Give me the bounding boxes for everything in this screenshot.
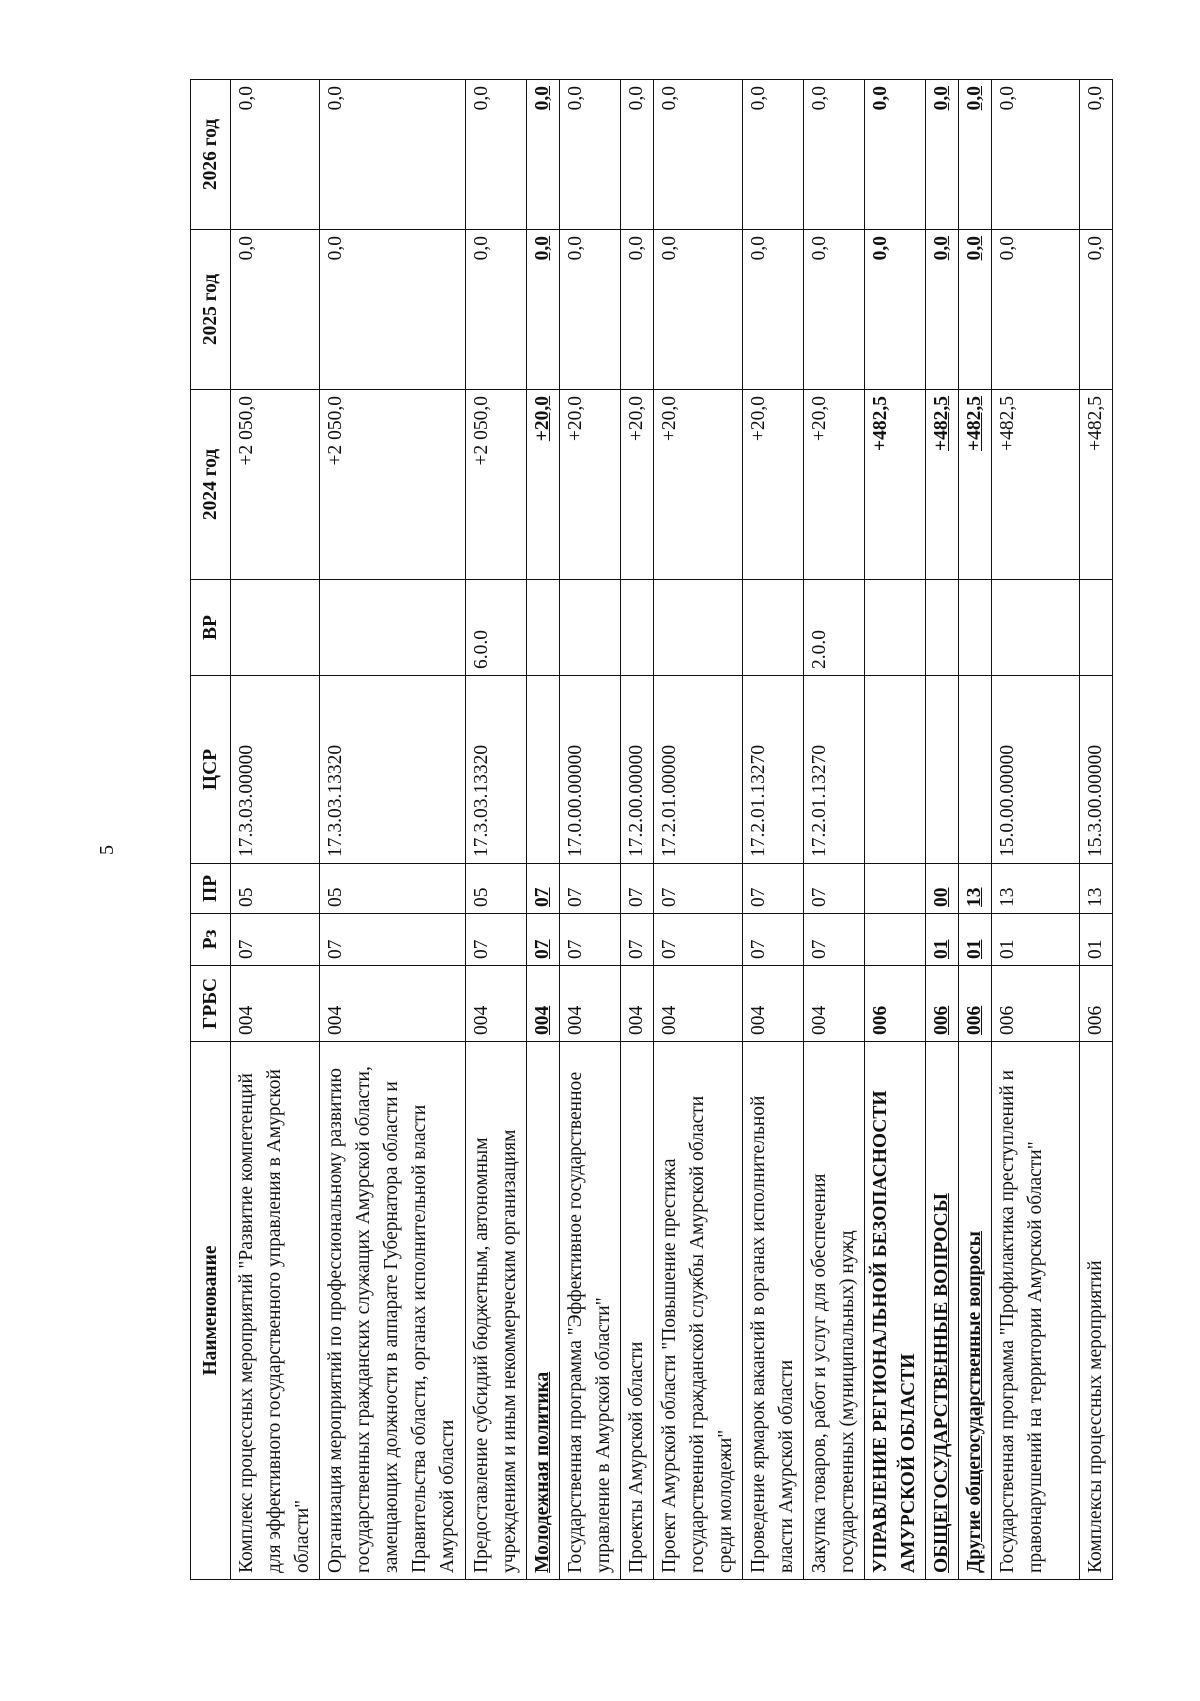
- cell-csr: 15.3.00.00000: [1080, 676, 1113, 864]
- cell-2025: [926, 230, 959, 390]
- table-row: [926, 80, 959, 1580]
- cell-2025: 0,0: [1080, 230, 1113, 390]
- cell-pr: 07: [804, 864, 865, 914]
- cell-rz: [527, 914, 560, 966]
- header-2024: 2024 год: [191, 390, 231, 580]
- cell-pr: 13: [992, 864, 1080, 914]
- cell-name: Организация мероприятий по профессиональному развитию государственных гражданских служащих Амурской области, замещающих должности в аппарате Губернатора области и Правительства области, органах исполнительной власти Амурской области: [320, 1042, 466, 1580]
- cell-vr: 6.0.0: [466, 580, 527, 676]
- cell-pr: 07: [621, 864, 654, 914]
- cell-2025: [527, 230, 560, 390]
- cell-name: Государственная программа "Эффективное государственное управление в Амурской области": [560, 1042, 621, 1580]
- table-row: [959, 80, 992, 1580]
- cell-pr: [865, 864, 926, 914]
- cell-csr: [527, 676, 560, 864]
- cell-pr: [959, 864, 992, 914]
- cell-pr: [926, 864, 959, 914]
- table-row: [527, 80, 560, 1580]
- cell-grbs: [527, 966, 560, 1042]
- header-row: [191, 80, 231, 1580]
- cell-csr: [959, 676, 992, 864]
- cell-csr: 17.3.03.00000: [231, 676, 320, 864]
- cell-pr-text: 00: [931, 887, 952, 907]
- cell-vr: [1080, 580, 1113, 676]
- cell-pr: 13: [1080, 864, 1113, 914]
- cell-pr: 05: [466, 864, 527, 914]
- cell-2026-text: 0,0: [964, 86, 985, 111]
- cell-name: [926, 1042, 959, 1580]
- cell-2025: 0,0: [654, 230, 743, 390]
- cell-vr: [743, 580, 804, 676]
- header-vr: ВР: [191, 580, 231, 676]
- table-row: [1080, 80, 1113, 1580]
- cell-2025: 0,0: [743, 230, 804, 390]
- cell-csr: 17.2.01.13270: [743, 676, 804, 864]
- cell-2026: 0,0: [320, 80, 466, 230]
- cell-pr: 05: [231, 864, 320, 914]
- cell-vr: [231, 580, 320, 676]
- cell-2024: +2 050,0: [231, 390, 320, 580]
- cell-2025: 0,0: [865, 230, 926, 390]
- cell-rz: 01: [992, 914, 1080, 966]
- cell-2024: +20,0: [621, 390, 654, 580]
- cell-2024: +20,0: [560, 390, 621, 580]
- cell-vr: [959, 580, 992, 676]
- cell-grbs: 006: [865, 966, 926, 1042]
- cell-2026: 0,0: [621, 80, 654, 230]
- cell-2025: [959, 230, 992, 390]
- cell-2024: [527, 390, 560, 580]
- table-row: [743, 80, 804, 1580]
- header-rz: Рз: [191, 914, 231, 966]
- cell-2026: [959, 80, 992, 230]
- cell-rz-text: 01: [964, 939, 985, 959]
- cell-vr: [621, 580, 654, 676]
- table-row: [231, 80, 320, 1580]
- cell-2025: 0,0: [560, 230, 621, 390]
- cell-2026-text: 0,0: [532, 86, 553, 111]
- cell-2026: 0,0: [992, 80, 1080, 230]
- cell-name: [527, 1042, 560, 1580]
- table-row: [865, 80, 926, 1580]
- cell-vr: [320, 580, 466, 676]
- header-pr: ПР: [191, 864, 231, 914]
- header-csr: ЦСР: [191, 676, 231, 864]
- cell-grbs: 004: [621, 966, 654, 1042]
- cell-2024: +20,0: [743, 390, 804, 580]
- cell-2026: 0,0: [804, 80, 865, 230]
- table-row: [654, 80, 743, 1580]
- header-name: Наименование: [191, 1042, 231, 1580]
- cell-name: Проект Амурской области "Повышение престижа государственной гражданской службы Амурской области среди молодежи": [654, 1042, 743, 1580]
- cell-2025: 0,0: [621, 230, 654, 390]
- cell-csr: 17.2.00.00000: [621, 676, 654, 864]
- cell-2026: [527, 80, 560, 230]
- rotated-table-container: [190, 80, 1106, 1580]
- cell-rz: 07: [621, 914, 654, 966]
- cell-2024: [926, 390, 959, 580]
- cell-2025: 0,0: [320, 230, 466, 390]
- cell-2024: +482,5: [992, 390, 1080, 580]
- cell-pr: 07: [743, 864, 804, 914]
- cell-name: Комплекс процессных мероприятий "Развитие компетенций для эффективного государственного управления в Амурской области": [231, 1042, 320, 1580]
- cell-2026: 0,0: [654, 80, 743, 230]
- cell-2024: +2 050,0: [466, 390, 527, 580]
- cell-2024: [959, 390, 992, 580]
- cell-2025-text: 0,0: [931, 236, 952, 261]
- cell-csr: [926, 676, 959, 864]
- cell-vr: 2.0.0: [804, 580, 865, 676]
- cell-pr: 07: [654, 864, 743, 914]
- cell-grbs: 006: [1080, 966, 1113, 1042]
- cell-vr: [527, 580, 560, 676]
- cell-2024: +482,5: [1080, 390, 1113, 580]
- cell-rz: 07: [654, 914, 743, 966]
- cell-2024-text: +482,5: [964, 396, 985, 451]
- cell-pr-text: 13: [964, 887, 985, 907]
- cell-name-text: ОБЩЕГОСУДАРСТВЕННЫЕ ВОПРОСЫ: [931, 1193, 952, 1573]
- header-2025: 2025 год: [191, 230, 231, 390]
- cell-grbs: [926, 966, 959, 1042]
- cell-name: [959, 1042, 992, 1580]
- cell-rz: 07: [320, 914, 466, 966]
- cell-name: Комплексы процессных мероприятий: [1080, 1042, 1113, 1580]
- cell-2026-text: 0,0: [931, 86, 952, 111]
- cell-name-text: Другие общегосударственные вопросы: [964, 1231, 985, 1573]
- cell-grbs: 004: [560, 966, 621, 1042]
- cell-name: УПРАВЛЕНИЕ РЕГИОНАЛЬНОЙ БЕЗОПАСНОСТИ АМУРСКОЙ ОБЛАСТИ: [865, 1042, 926, 1580]
- cell-name-text: Молодежная политика: [532, 1371, 553, 1573]
- cell-vr: [926, 580, 959, 676]
- cell-name: Закупка товаров, работ и услуг для обеспечения государственных (муниципальных) нужд: [804, 1042, 865, 1580]
- cell-2026: 0,0: [1080, 80, 1113, 230]
- cell-grbs: 006: [992, 966, 1080, 1042]
- cell-rz: [959, 914, 992, 966]
- cell-2025: 0,0: [992, 230, 1080, 390]
- cell-grbs: 004: [231, 966, 320, 1042]
- cell-vr: [560, 580, 621, 676]
- cell-grbs-text: 006: [931, 1005, 952, 1035]
- cell-name: Проекты Амурской области: [621, 1042, 654, 1580]
- cell-rz: 07: [743, 914, 804, 966]
- cell-rz: [865, 914, 926, 966]
- cell-name: Проведение ярмарок вакансий в органах исполнительной власти Амурской области: [743, 1042, 804, 1580]
- cell-2026: 0,0: [865, 80, 926, 230]
- cell-vr: [992, 580, 1080, 676]
- cell-grbs: [959, 966, 992, 1042]
- cell-2025: 0,0: [231, 230, 320, 390]
- cell-grbs: 004: [320, 966, 466, 1042]
- cell-2026: 0,0: [743, 80, 804, 230]
- header-grbs: ГРБС: [191, 966, 231, 1042]
- cell-pr-text: 07: [532, 887, 553, 907]
- cell-rz: 07: [560, 914, 621, 966]
- cell-vr: [654, 580, 743, 676]
- table-row: [621, 80, 654, 1580]
- cell-pr: [527, 864, 560, 914]
- cell-2024: +482,5: [865, 390, 926, 580]
- cell-2024-text: +482,5: [931, 396, 952, 451]
- cell-csr: 17.2.01.13270: [804, 676, 865, 864]
- cell-pr: 05: [320, 864, 466, 914]
- cell-grbs: 004: [804, 966, 865, 1042]
- cell-2025-text: 0,0: [532, 236, 553, 261]
- cell-name: Предоставление субсидий бюджетным, автономным учреждениям и иным некоммерческим организациям: [466, 1042, 527, 1580]
- cell-grbs-text: 004: [532, 1005, 553, 1035]
- table-row: [804, 80, 865, 1580]
- page-number: 5: [96, 845, 118, 855]
- cell-2026: [926, 80, 959, 230]
- cell-2024: +2 050,0: [320, 390, 466, 580]
- cell-grbs: 004: [654, 966, 743, 1042]
- header-2026: 2026 год: [191, 80, 231, 230]
- cell-2025: 0,0: [804, 230, 865, 390]
- cell-rz: 07: [804, 914, 865, 966]
- cell-csr: 17.0.00.00000: [560, 676, 621, 864]
- cell-2024-text: +20,0: [532, 396, 553, 442]
- cell-grbs: 004: [466, 966, 527, 1042]
- cell-rz: 07: [466, 914, 527, 966]
- cell-rz: 07: [231, 914, 320, 966]
- cell-rz: [926, 914, 959, 966]
- cell-rz-text: 07: [532, 939, 553, 959]
- cell-vr: [865, 580, 926, 676]
- cell-2026: 0,0: [560, 80, 621, 230]
- cell-csr: 17.3.03.13320: [320, 676, 466, 864]
- cell-csr: 15.0.00.00000: [992, 676, 1080, 864]
- cell-2026: 0,0: [231, 80, 320, 230]
- table-row: [992, 80, 1080, 1580]
- cell-csr: 17.3.03.13320: [466, 676, 527, 864]
- cell-2024: +20,0: [654, 390, 743, 580]
- table-row: [560, 80, 621, 1580]
- cell-2024: +20,0: [804, 390, 865, 580]
- cell-grbs: 004: [743, 966, 804, 1042]
- cell-rz: 01: [1080, 914, 1113, 966]
- cell-2025: 0,0: [466, 230, 527, 390]
- table-row: [320, 80, 466, 1580]
- cell-csr: [865, 676, 926, 864]
- cell-pr: 07: [560, 864, 621, 914]
- cell-name: Государственная программа "Профилактика преступлений и правонарушений на территории Амурской области": [992, 1042, 1080, 1580]
- cell-csr: 17.2.01.00000: [654, 676, 743, 864]
- budget-table: [190, 79, 1113, 1580]
- cell-grbs-text: 006: [964, 1005, 985, 1035]
- table-row: [466, 80, 527, 1580]
- cell-2026: 0,0: [466, 80, 527, 230]
- cell-rz-text: 01: [931, 939, 952, 959]
- cell-2025-text: 0,0: [964, 236, 985, 261]
